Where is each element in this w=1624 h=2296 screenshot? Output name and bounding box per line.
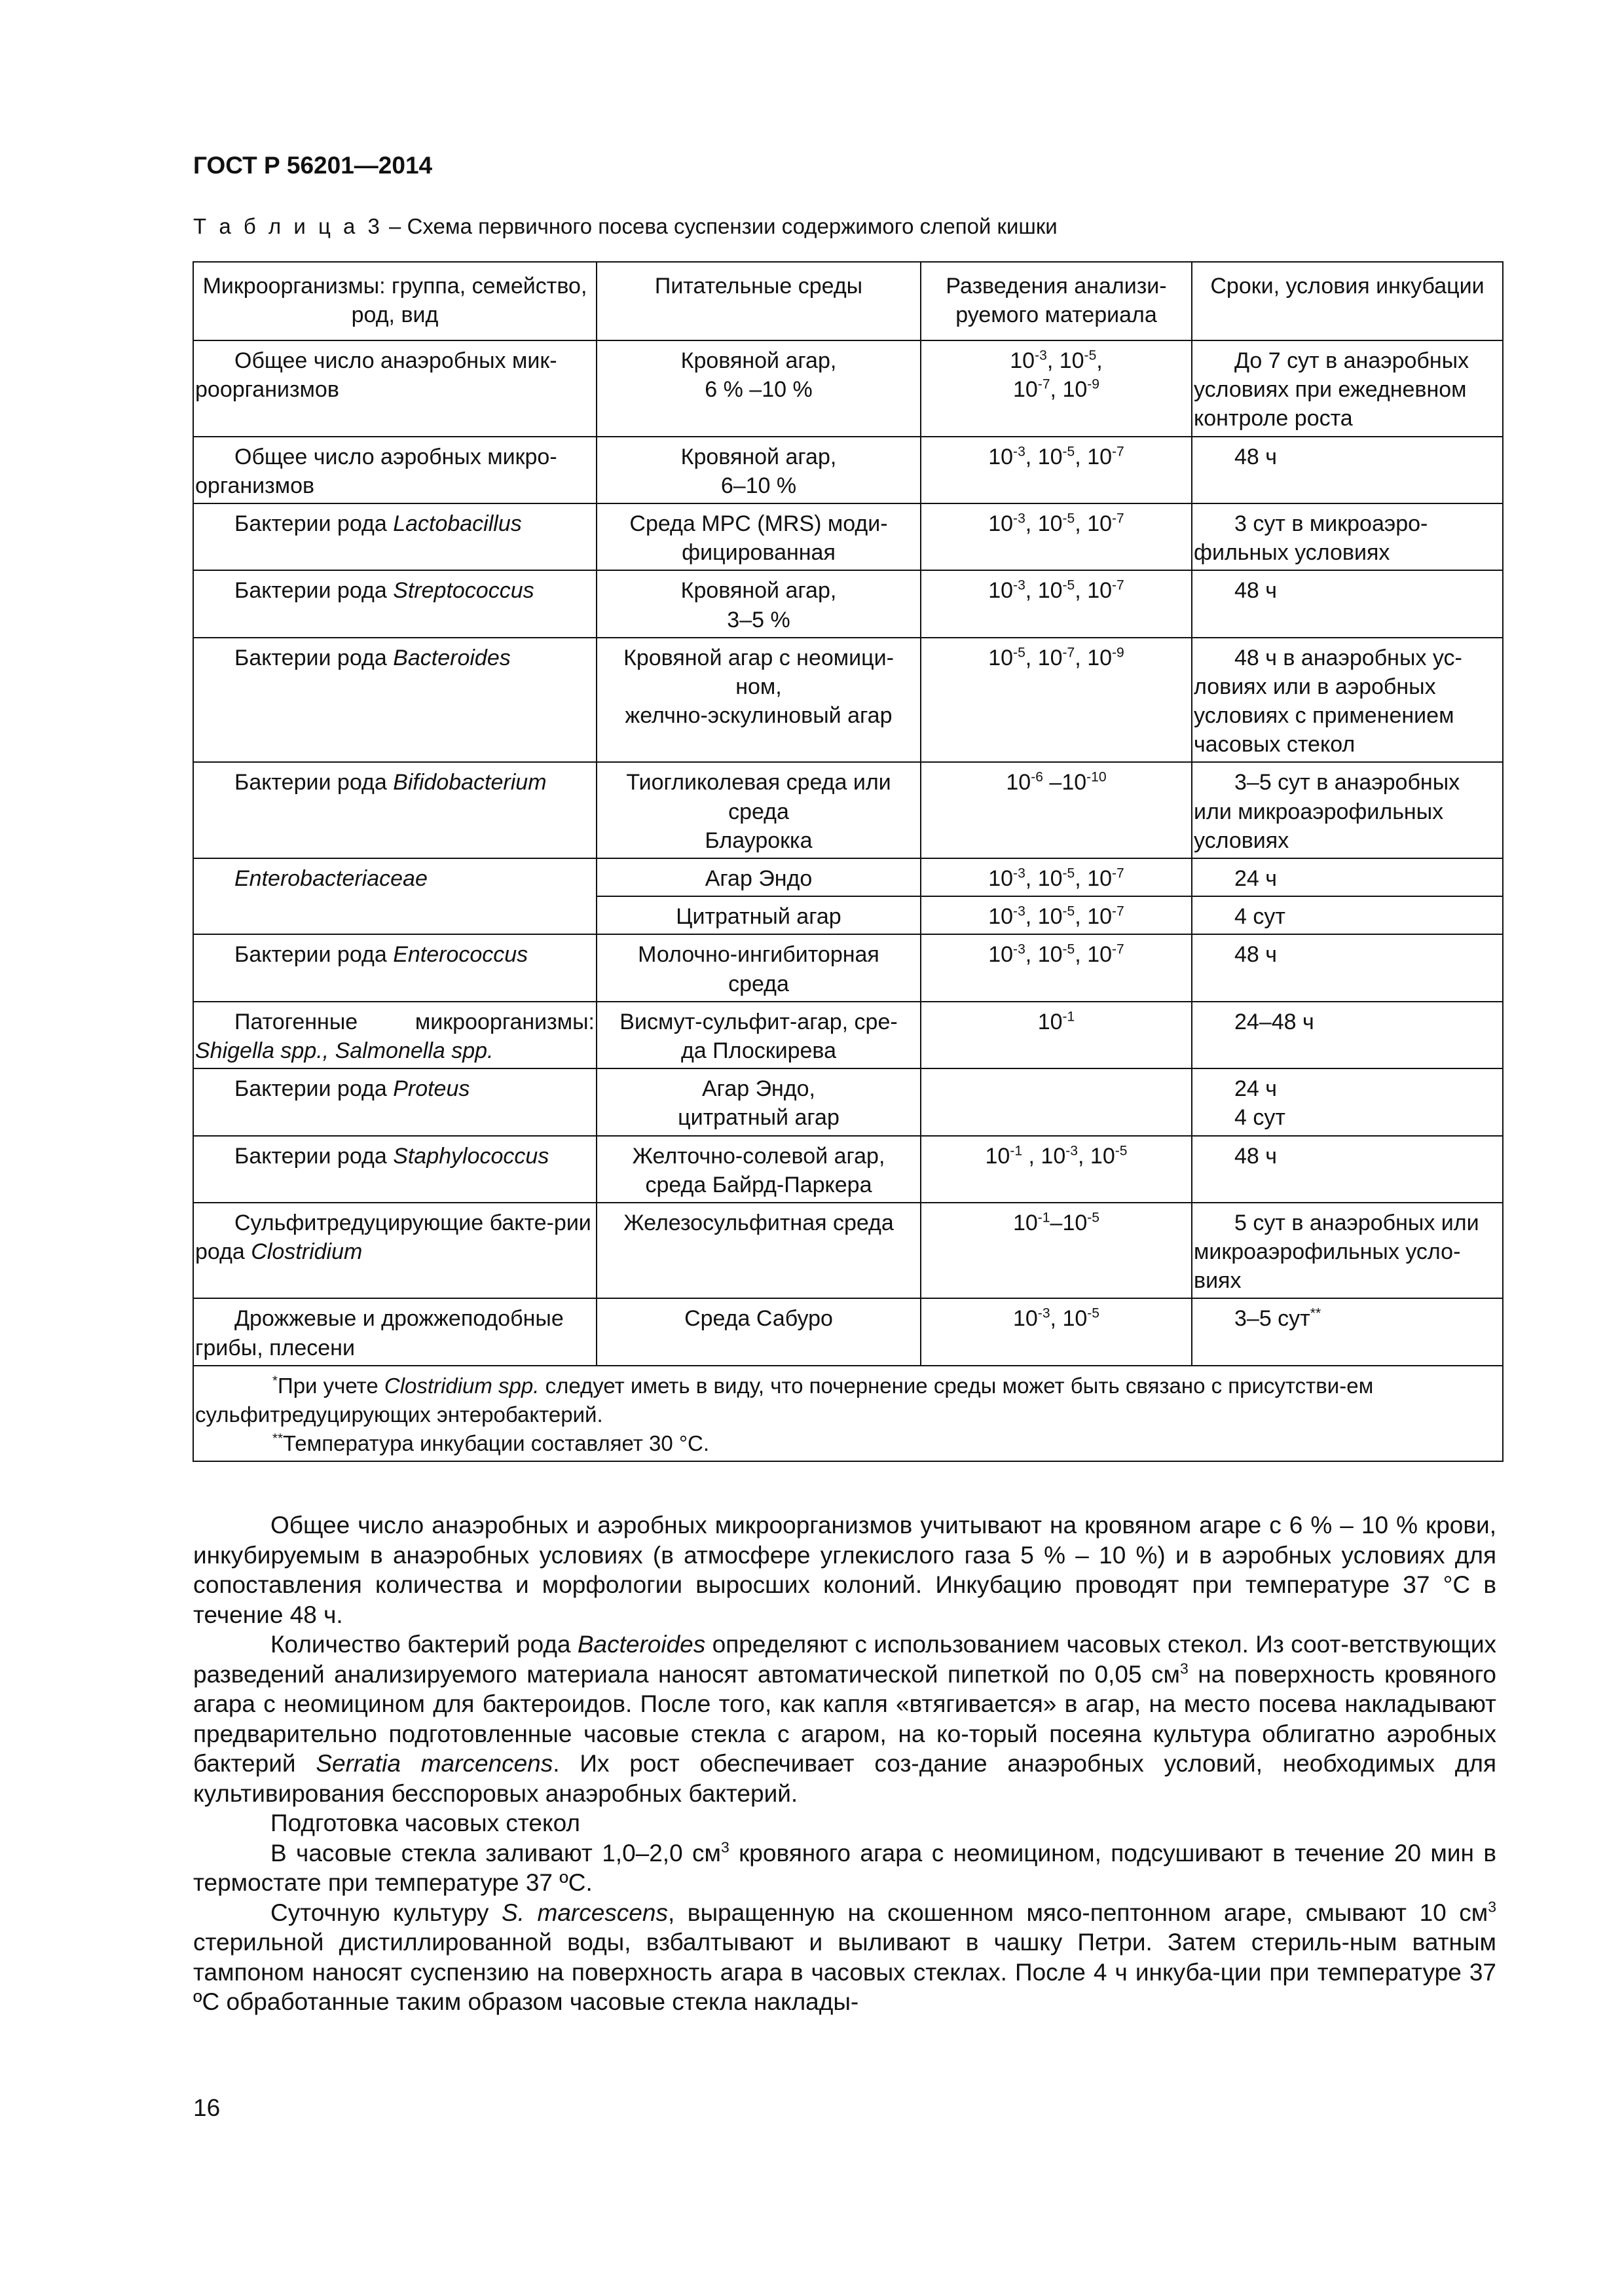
- text-run: Суточную культуру: [270, 1899, 502, 1926]
- dilution-value: $10^{-6}$ $-10^{-10}$: [1006, 769, 1107, 795]
- media-line: 6–10 %: [720, 473, 797, 498]
- dilution-value: $10^{-3}$, $10^{-5}$: [1012, 1305, 1100, 1332]
- text-run: определяют с использованием часовых стекол. Из соот-ветствующих разведений анализируемого материала наносят автоматической пипеткой по 0,05 см: [193, 1631, 1496, 1688]
- media-line: Молочно-ингибиторная: [638, 942, 879, 968]
- dilution-value: $10^{-3}$, $10^{-5}$, $10^{-7}$: [988, 511, 1124, 536]
- dilution-value: $10^{-3}$, $10^{-5}$,: [1010, 348, 1103, 373]
- header-dilutions: Разведения анализи-руемого материала: [921, 262, 1192, 340]
- group-cell: [195, 864, 595, 893]
- condition-cell: 48 ч: [1234, 444, 1277, 469]
- media-line: Среда MPC (MRS) моди-: [629, 511, 888, 536]
- footnote-marker: **: [272, 1430, 283, 1446]
- footnote-text: При учете: [277, 1373, 384, 1398]
- condition-cell: До 7 сут в анаэробных условиях при ежедневном контроле роста: [1194, 348, 1469, 431]
- group-prefix: Бактерии рода: [234, 578, 394, 604]
- group-cell: [195, 1008, 595, 1036]
- pathogen-names: Shigella spp., Salmonella spp.: [195, 1038, 494, 1063]
- group-cell: Дрожжевые и дрожжеподобные грибы, плесени: [195, 1306, 564, 1360]
- table-row: [193, 1136, 1503, 1203]
- condition-cell: 4 сут: [1234, 904, 1285, 930]
- footnote-marker: *: [272, 1373, 278, 1389]
- group-cell: [195, 1074, 595, 1103]
- paragraph: Общее число анаэробных и аэробных микроорганизмов учитывают на кровяном агаре с 6 % – 10 % крови, инкубируемым в анаэробных условиях (в атмосфере углекислого газа 5 % – 10 %) и в аэробных условиях для сопоставления количества и морфологии выросших колоний. Инкубацию проводят при температуре 37 °С в течение 48 ч.: [193, 1512, 1496, 1628]
- table-row: [193, 934, 1503, 1001]
- media-line: Кровяной агар с неомици-: [623, 645, 894, 670]
- condition-line: 24 ч: [1234, 1076, 1277, 1102]
- table-row: [193, 1002, 1503, 1068]
- footnote-1: [195, 1372, 1501, 1429]
- condition-cell: 48 ч: [1234, 578, 1277, 604]
- paragraph: [193, 1898, 1496, 2017]
- media-line: Висмут-сульфит-агар, сре-: [619, 1009, 898, 1034]
- inoculation-table: [193, 261, 1504, 1462]
- table-row: [193, 1203, 1503, 1299]
- subheading: Подготовка часовых стекол: [270, 1810, 580, 1836]
- header-incubation: Сроки, условия инкубации: [1192, 262, 1503, 340]
- media-line: Железосульфитная среда: [623, 1210, 894, 1235]
- media-line: фицированная: [682, 540, 836, 566]
- table-caption-text: – Схема первичного посева суспензии содержимого слепой кишки: [382, 214, 1058, 238]
- paragraph: [193, 1838, 1496, 1898]
- text-run: , выращенную на скошенном мясо-пептонном агаре, смывают 10 см: [667, 1899, 1488, 1926]
- table-row: [193, 570, 1503, 637]
- text-run: В часовые стекла заливают 1,0–2,0 см: [270, 1839, 721, 1867]
- dilution-value: $10^{-1}-10^{-5}$: [1012, 1210, 1100, 1235]
- text-run: на поверхность кровяного агара с неомицином для бактероидов. После того, как капля «втягивается» в агар, на место посева накладывают предварительно подготовленные часовые стекла с агаром, на ко-торый посеяна культура облигатно аэробных бактерий: [193, 1660, 1496, 1777]
- dilution-value: $10^{-1}$ , $10^{-3}$, $10^{-5}$: [985, 1142, 1128, 1169]
- superscript: 3: [1180, 1659, 1189, 1677]
- footnote-genus: Clostridium spp.: [384, 1373, 540, 1398]
- group-text: Сульфитредуцирующие бакте-рии рода: [195, 1210, 591, 1265]
- condition-cell: 48 ч: [1234, 942, 1277, 968]
- media-line: Желточно-солевой агар,: [632, 1143, 885, 1169]
- table-caption-label: Т а б л и ц а 3: [193, 214, 383, 238]
- group-cell: [195, 576, 595, 605]
- body-text: [193, 1510, 1496, 2017]
- dilution-value: $10^{-5}$, $10^{-7}$, $10^{-9}$: [988, 645, 1124, 670]
- text-run: Количество бактерий рода: [270, 1631, 578, 1658]
- table-notes-row: [193, 1366, 1503, 1462]
- media-line: цитратный агар: [678, 1105, 840, 1131]
- condition-cell: 48 ч: [1234, 1143, 1277, 1169]
- group-cell: [195, 509, 595, 538]
- family-name: Enterobacteriaceae: [234, 866, 428, 891]
- superscript: 3: [1488, 1897, 1496, 1915]
- media-line: Цитратный агар: [676, 904, 841, 930]
- table-row: [193, 437, 1503, 503]
- media-line: Агар Эндо,: [701, 1076, 815, 1102]
- group-cell: [195, 940, 595, 969]
- table-row: [193, 1298, 1503, 1365]
- media-line: Агар Эндо: [705, 866, 813, 891]
- footnote-2: [195, 1429, 1501, 1458]
- group-prefix: Бактерии рода: [234, 1076, 394, 1102]
- dilution-value: $10^{-3}$, $10^{-5}$, $10^{-7}$: [988, 866, 1124, 891]
- dilution-value: $10^{-3}$, $10^{-5}$, $10^{-7}$: [988, 941, 1124, 968]
- text-run: . Их рост обеспечивает соз-дание анаэробных условий, необходимых для культивирования бесспоровых анаэробных бактерий.: [193, 1750, 1496, 1807]
- group-prefix: Бактерии рода: [234, 770, 394, 795]
- header-media: Питательные среды: [597, 262, 921, 340]
- media-line: ном,: [735, 674, 782, 699]
- genus-name: Streptococcus: [393, 578, 534, 604]
- table-row: [193, 1068, 1503, 1135]
- group-prefix: Бактерии рода: [234, 645, 394, 670]
- superscript: 3: [720, 1838, 729, 1855]
- condition-cell: 24 ч: [1234, 866, 1277, 891]
- table-row: [193, 340, 1503, 437]
- media-line: Кровяной агар,: [680, 578, 837, 604]
- table-row: [193, 762, 1503, 858]
- group-prefix: Бактерии рода: [234, 942, 394, 968]
- dilution-value: $10^{-3}$, $10^{-5}$, $10^{-7}$: [988, 577, 1124, 604]
- paragraph: [193, 1630, 1496, 1808]
- group-cell: [195, 1142, 595, 1171]
- media-line: Тиогликолевая среда или: [626, 770, 891, 795]
- condition-cell: 3–5 сут в анаэробных или микроаэрофильных условиях: [1194, 770, 1460, 853]
- footnote-text: Температура инкубации составляет 30 °С.: [282, 1431, 710, 1456]
- group-prefix: Бактерии рода: [234, 1143, 394, 1169]
- page-number: 16: [193, 2094, 221, 2121]
- group-cell: Общее число аэробных микро-организмов: [195, 444, 557, 498]
- condition-cell: 5 сут в анаэробных или микроаэрофильных усло-виях: [1194, 1210, 1479, 1294]
- genus-name: Enterococcus: [393, 942, 528, 968]
- condition-cell: 3 сут в микроаэро-фильных условиях: [1194, 511, 1428, 566]
- genus-name: Staphylococcus: [393, 1143, 549, 1169]
- media-line: 3–5 %: [727, 607, 790, 632]
- genus-name: Bifidobacterium: [393, 770, 547, 795]
- header-microorganisms: Микроорганизмы: группа, семейство, род, вид: [193, 262, 597, 340]
- group-text: Патогенные микроорганизмы:: [234, 1009, 595, 1034]
- footnote-text: следует иметь в виду, что почернение среды может быть связано с присутстви-ем сульфитредуцирующих энтеробактерий.: [195, 1373, 1374, 1427]
- group-cell: [195, 644, 595, 672]
- condition-cell: 48 ч в анаэробных ус-ловиях или в аэробных условиях с применением часовых стекол: [1194, 645, 1462, 757]
- table-row: [193, 858, 1503, 896]
- media-line: да Плоскирева: [680, 1038, 837, 1063]
- dilution-value: $10^{-3}$, $10^{-5}$, $10^{-7}$: [988, 903, 1124, 930]
- group-cell: [195, 1209, 595, 1266]
- dilution-value: $10^{-1}$: [1037, 1009, 1075, 1034]
- media-line: Блаурокка: [705, 828, 813, 853]
- group-cell: [195, 768, 595, 797]
- condition-line: 4 сут: [1234, 1105, 1285, 1131]
- media-line: 6 % –10 %: [705, 377, 813, 403]
- document-header: ГОСТ Р 56201—2014: [193, 152, 433, 179]
- media-line: Кровяной агар,: [680, 444, 837, 469]
- text-run: кровяного агара с неомицином, подсушивают в течение 20 мин в термостате при температуре 37 ºС.: [193, 1839, 1496, 1896]
- media-line: среда Байрд-Паркера: [645, 1172, 872, 1197]
- species-name: Serratia marcencens: [316, 1750, 553, 1777]
- group-prefix: Бактерии рода: [234, 511, 394, 536]
- media-line: среда: [728, 799, 789, 824]
- genus-name: Bacteroides: [577, 1631, 706, 1658]
- media-line: Среда Сабуро: [684, 1306, 833, 1332]
- genus-name: Lactobacillus: [393, 511, 522, 536]
- genus-name: Clostridium: [251, 1239, 363, 1265]
- table-row: [193, 638, 1503, 763]
- media-line: среда: [728, 971, 789, 996]
- species-name: S. marcescens: [501, 1899, 668, 1926]
- genus-name: Proteus: [393, 1076, 470, 1102]
- condition-cell: 3–5 сут**: [1234, 1305, 1321, 1332]
- table-caption: [193, 214, 1058, 239]
- table-header-row: [193, 262, 1503, 340]
- text-run: стерильной дистиллированной воды, взбалтывают и выливают в чашку Петри. Затем стериль-ным ватным тампоном наносят суспензию на поверхность агара в часовых стеклах. После 4 ч инкуба-ции при температуре 37 ºС обработанные таким образом часовые стекла наклады-: [193, 1929, 1496, 2015]
- table-row: [193, 503, 1503, 570]
- media-line: желчно-эскулиновый агар: [625, 703, 893, 729]
- condition-cell: 24–48 ч: [1234, 1009, 1314, 1034]
- dilution-value: $10^{-7}$, $10^{-9}$: [1012, 376, 1100, 403]
- genus-name: Bacteroides: [393, 645, 511, 670]
- dilution-value: $10^{-3}$, $10^{-5}$, $10^{-7}$: [988, 443, 1124, 469]
- media-line: Кровяной агар,: [680, 348, 837, 373]
- group-cell: Общее число анаэробных мик-роорганизмов: [195, 348, 557, 403]
